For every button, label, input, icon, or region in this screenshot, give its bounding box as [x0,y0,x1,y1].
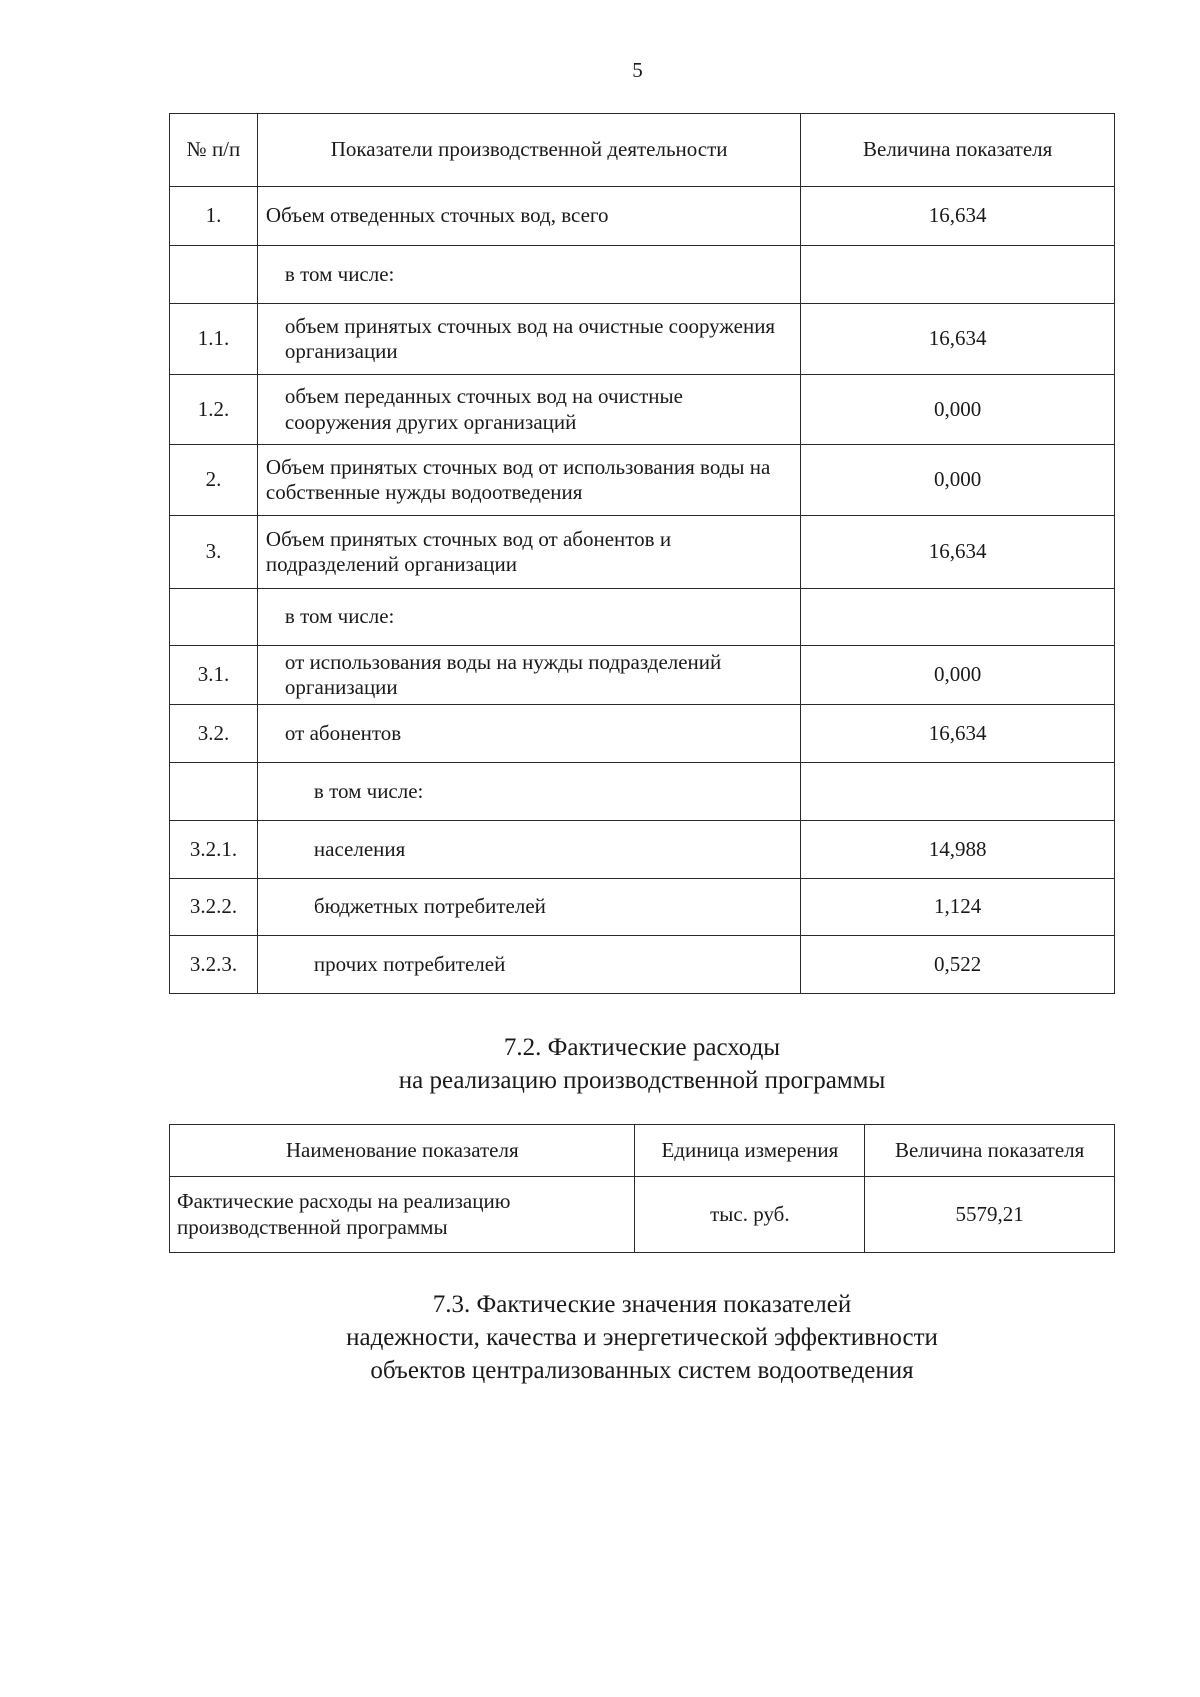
row-num: 1.1. [170,304,258,375]
row-num [170,763,258,821]
row-name: в том числе: [257,246,800,304]
table-row [170,304,1115,375]
row-name: Объем принятых сточных вод от абонентов и подразделений организации [257,516,800,589]
row-num: 3. [170,516,258,589]
indicators-title-line-1: 7.3. Фактические значения показателей [432,1291,852,1318]
row-num: 3.2.3. [170,936,258,994]
table-row [170,589,1115,646]
cost-row-value: 5579,21 [865,1177,1115,1253]
table-row [170,705,1115,763]
cost-title-line-2: на реализацию производственной программы [398,1067,886,1094]
cost-section-title [169,1031,1115,1097]
header-indicator-name: Наименование показателя [170,1125,635,1177]
row-num: 3.2.2. [170,879,258,936]
row-value: 0,522 [801,936,1115,994]
row-value: 0,000 [801,646,1115,705]
table-row [170,1177,1115,1253]
table-row [170,879,1115,936]
row-value [801,763,1115,821]
table-row [170,187,1115,246]
production-indicators-table [169,113,1115,994]
row-value: 1,124 [801,879,1115,936]
row-name: Объем отведенных сточных вод, всего [257,187,800,246]
cost-row-unit: тыс. руб. [635,1177,865,1253]
row-value: 16,634 [801,187,1115,246]
actual-costs-table [169,1124,1115,1253]
indicators-title-line-2: надежности, качества и энергетической эффективности [346,1324,938,1351]
row-name: в том числе: [257,763,800,821]
row-value [801,246,1115,304]
header-indicator-value: Величина показателя [801,114,1115,187]
cost-row-name: Фактические расходы на реализацию производственной программы [170,1177,635,1253]
header-num: № п/п [170,114,258,187]
row-name: Объем принятых сточных вод от использования воды на собственные нужды водоотведения [257,445,800,516]
row-value: 0,000 [801,375,1115,445]
indicators-title-line-3: объектов централизованных систем водоотведения [370,1357,914,1384]
row-num: 3.2.1. [170,821,258,879]
row-name: бюджетных потребителей [257,879,800,936]
row-value: 14,988 [801,821,1115,879]
table-row [170,246,1115,304]
row-name: объем принятых сточных вод на очистные сооружения организации [257,304,800,375]
row-value: 16,634 [801,705,1115,763]
table-header-row [170,114,1115,187]
row-num: 3.2. [170,705,258,763]
table-row [170,763,1115,821]
table-row [170,936,1115,994]
header-unit: Единица измерения [635,1125,865,1177]
row-name: прочих потребителей [257,936,800,994]
table-row [170,445,1115,516]
row-name: от использования воды на нужды подразделений организации [257,646,800,705]
row-num: 2. [170,445,258,516]
header-indicator-value: Величина показателя [865,1125,1115,1177]
row-num: 1.2. [170,375,258,445]
row-name: в том числе: [257,589,800,646]
row-value: 16,634 [801,516,1115,589]
row-value: 16,634 [801,304,1115,375]
cost-title-line-1: 7.2. Фактические расходы [503,1034,781,1061]
row-name: населения [257,821,800,879]
row-num: 3.1. [170,646,258,705]
row-num: 1. [170,187,258,246]
table-row [170,516,1115,589]
row-num [170,246,258,304]
header-indicator-name: Показатели производственной деятельности [257,114,800,187]
row-name: объем переданных сточных вод на очистные сооружения других организаций [257,375,800,445]
indicators-section-title [169,1288,1115,1387]
row-value [801,589,1115,646]
table-row [170,375,1115,445]
table-header-row [170,1125,1115,1177]
row-num [170,589,258,646]
table-row [170,821,1115,879]
row-name: от абонентов [257,705,800,763]
table-row [170,646,1115,705]
page-number: 5 [632,58,643,82]
row-value: 0,000 [801,445,1115,516]
